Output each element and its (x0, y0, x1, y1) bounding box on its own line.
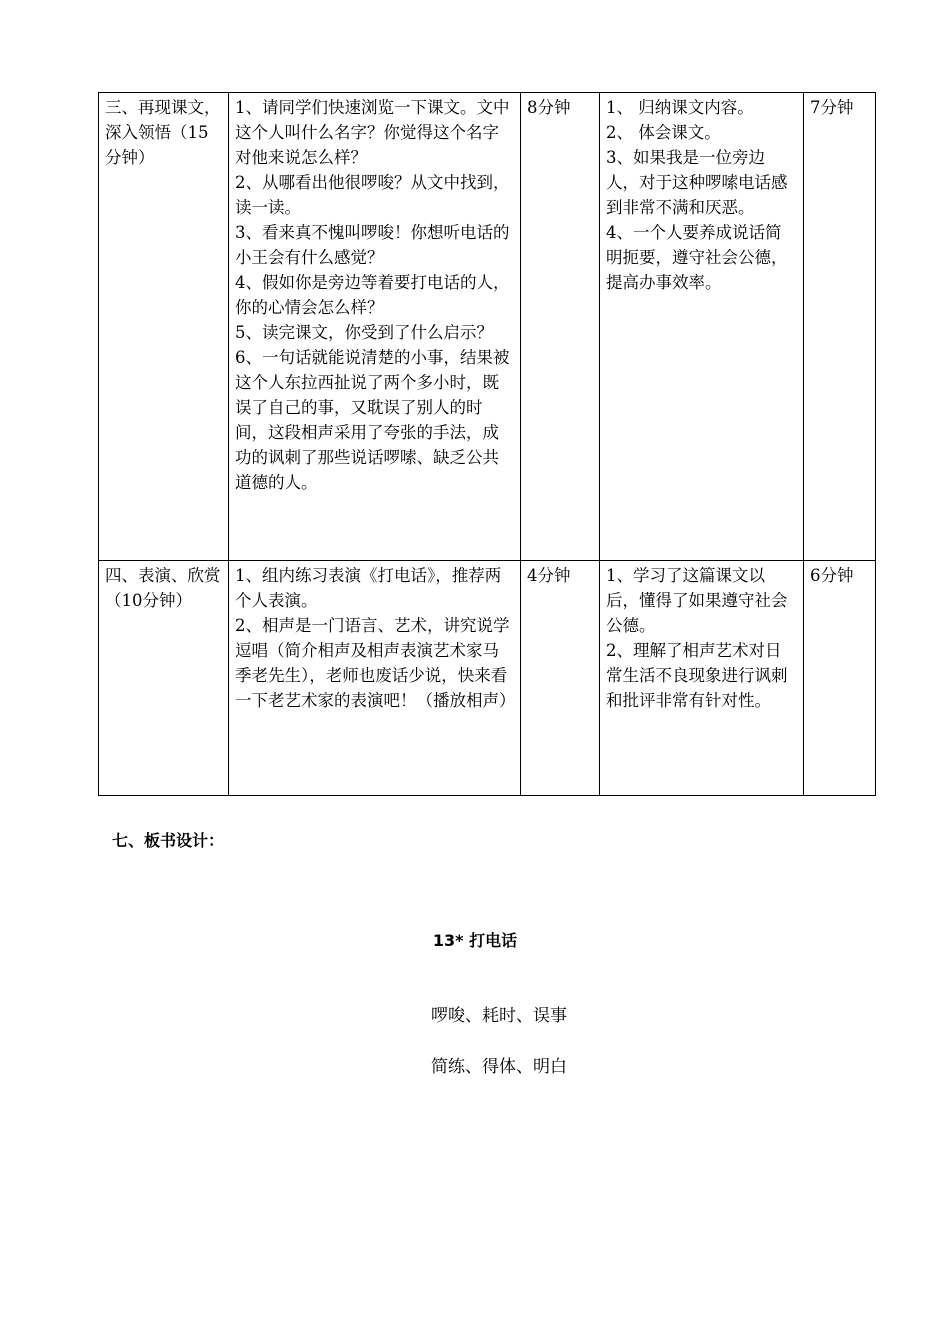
student-line: 2、 体会课文。 (606, 123, 721, 142)
time-cell: 4分钟 (521, 561, 600, 796)
board-title: 13* 打电话 (432, 931, 518, 950)
board-line: 简练、得体、明白 (431, 1057, 567, 1077)
time-cell: 6分钟 (804, 561, 876, 796)
teacher-line: 2、从哪看出他很啰唆？从文中找到，读一读。 (235, 173, 510, 217)
teacher-line: 3、看来真不愧叫啰唆！你想听电话的小王会有什么感觉？ (235, 223, 510, 267)
board-line: 啰唆、耗时、误事 (431, 1006, 567, 1026)
teacher-activity-cell (229, 93, 521, 561)
student-line: 2、理解了相声艺术对日常生活不良现象进行讽刺和批评非常有针对性。 (606, 641, 788, 710)
table-row (99, 561, 876, 796)
student-line: 4、一个人要养成说话简明扼要，遵守社会公德，提高办事效率。 (606, 223, 788, 292)
student-activity-cell (600, 93, 804, 561)
table-row (99, 93, 876, 561)
stage-cell: 四、表演、欣赏（10分钟） (99, 561, 229, 796)
teacher-line: 1、组内练习表演《打电话》，推荐两个人表演。 (235, 566, 502, 610)
teacher-line: 6、一句话就能说清楚的小事，结果被这个人东拉西扯说了两个多小时，既误了自己的事，又耽误了别人的时间，这段相声采用了夸张的手法，成功的讽刺了那些说话啰嗦、缺乏公共道德的人。 (235, 348, 510, 492)
time-cell: 8分钟 (521, 93, 600, 561)
student-line: 3、如果我是一位旁边人，对于这种啰嗦电话感到非常不满和厌恶。 (606, 148, 788, 217)
student-activity-cell (600, 561, 804, 796)
teacher-activity-cell (229, 561, 521, 796)
student-line: 1、学习了这篇课文以后，懂得了如果遵守社会公德。 (606, 566, 788, 635)
teacher-line: 5、读完课文，你受到了什么启示？ (235, 323, 493, 342)
stage-cell: 三、再现课文，深入领悟（15分钟） (99, 93, 229, 561)
section-title: 七、板书设计： (112, 831, 225, 850)
lesson-table (98, 92, 876, 796)
time-cell: 7分钟 (804, 93, 876, 561)
teacher-line: 2、相声是一门语言、艺术，讲究说学逗唱（简介相声及相声表演艺术家马季老先生），老师也废话少说，快来看一下老艺术家的表演吧！（播放相声） (235, 616, 516, 710)
teacher-line: 1、请同学们快速浏览一下课文。文中这个人叫什么名字？你觉得这个名字对他来说怎么样？ (235, 98, 510, 167)
teacher-line: 4、假如你是旁边等着要打电话的人，你的心情会怎么样？ (235, 273, 510, 317)
student-line: 1、 归纳课文内容。 (606, 98, 754, 117)
